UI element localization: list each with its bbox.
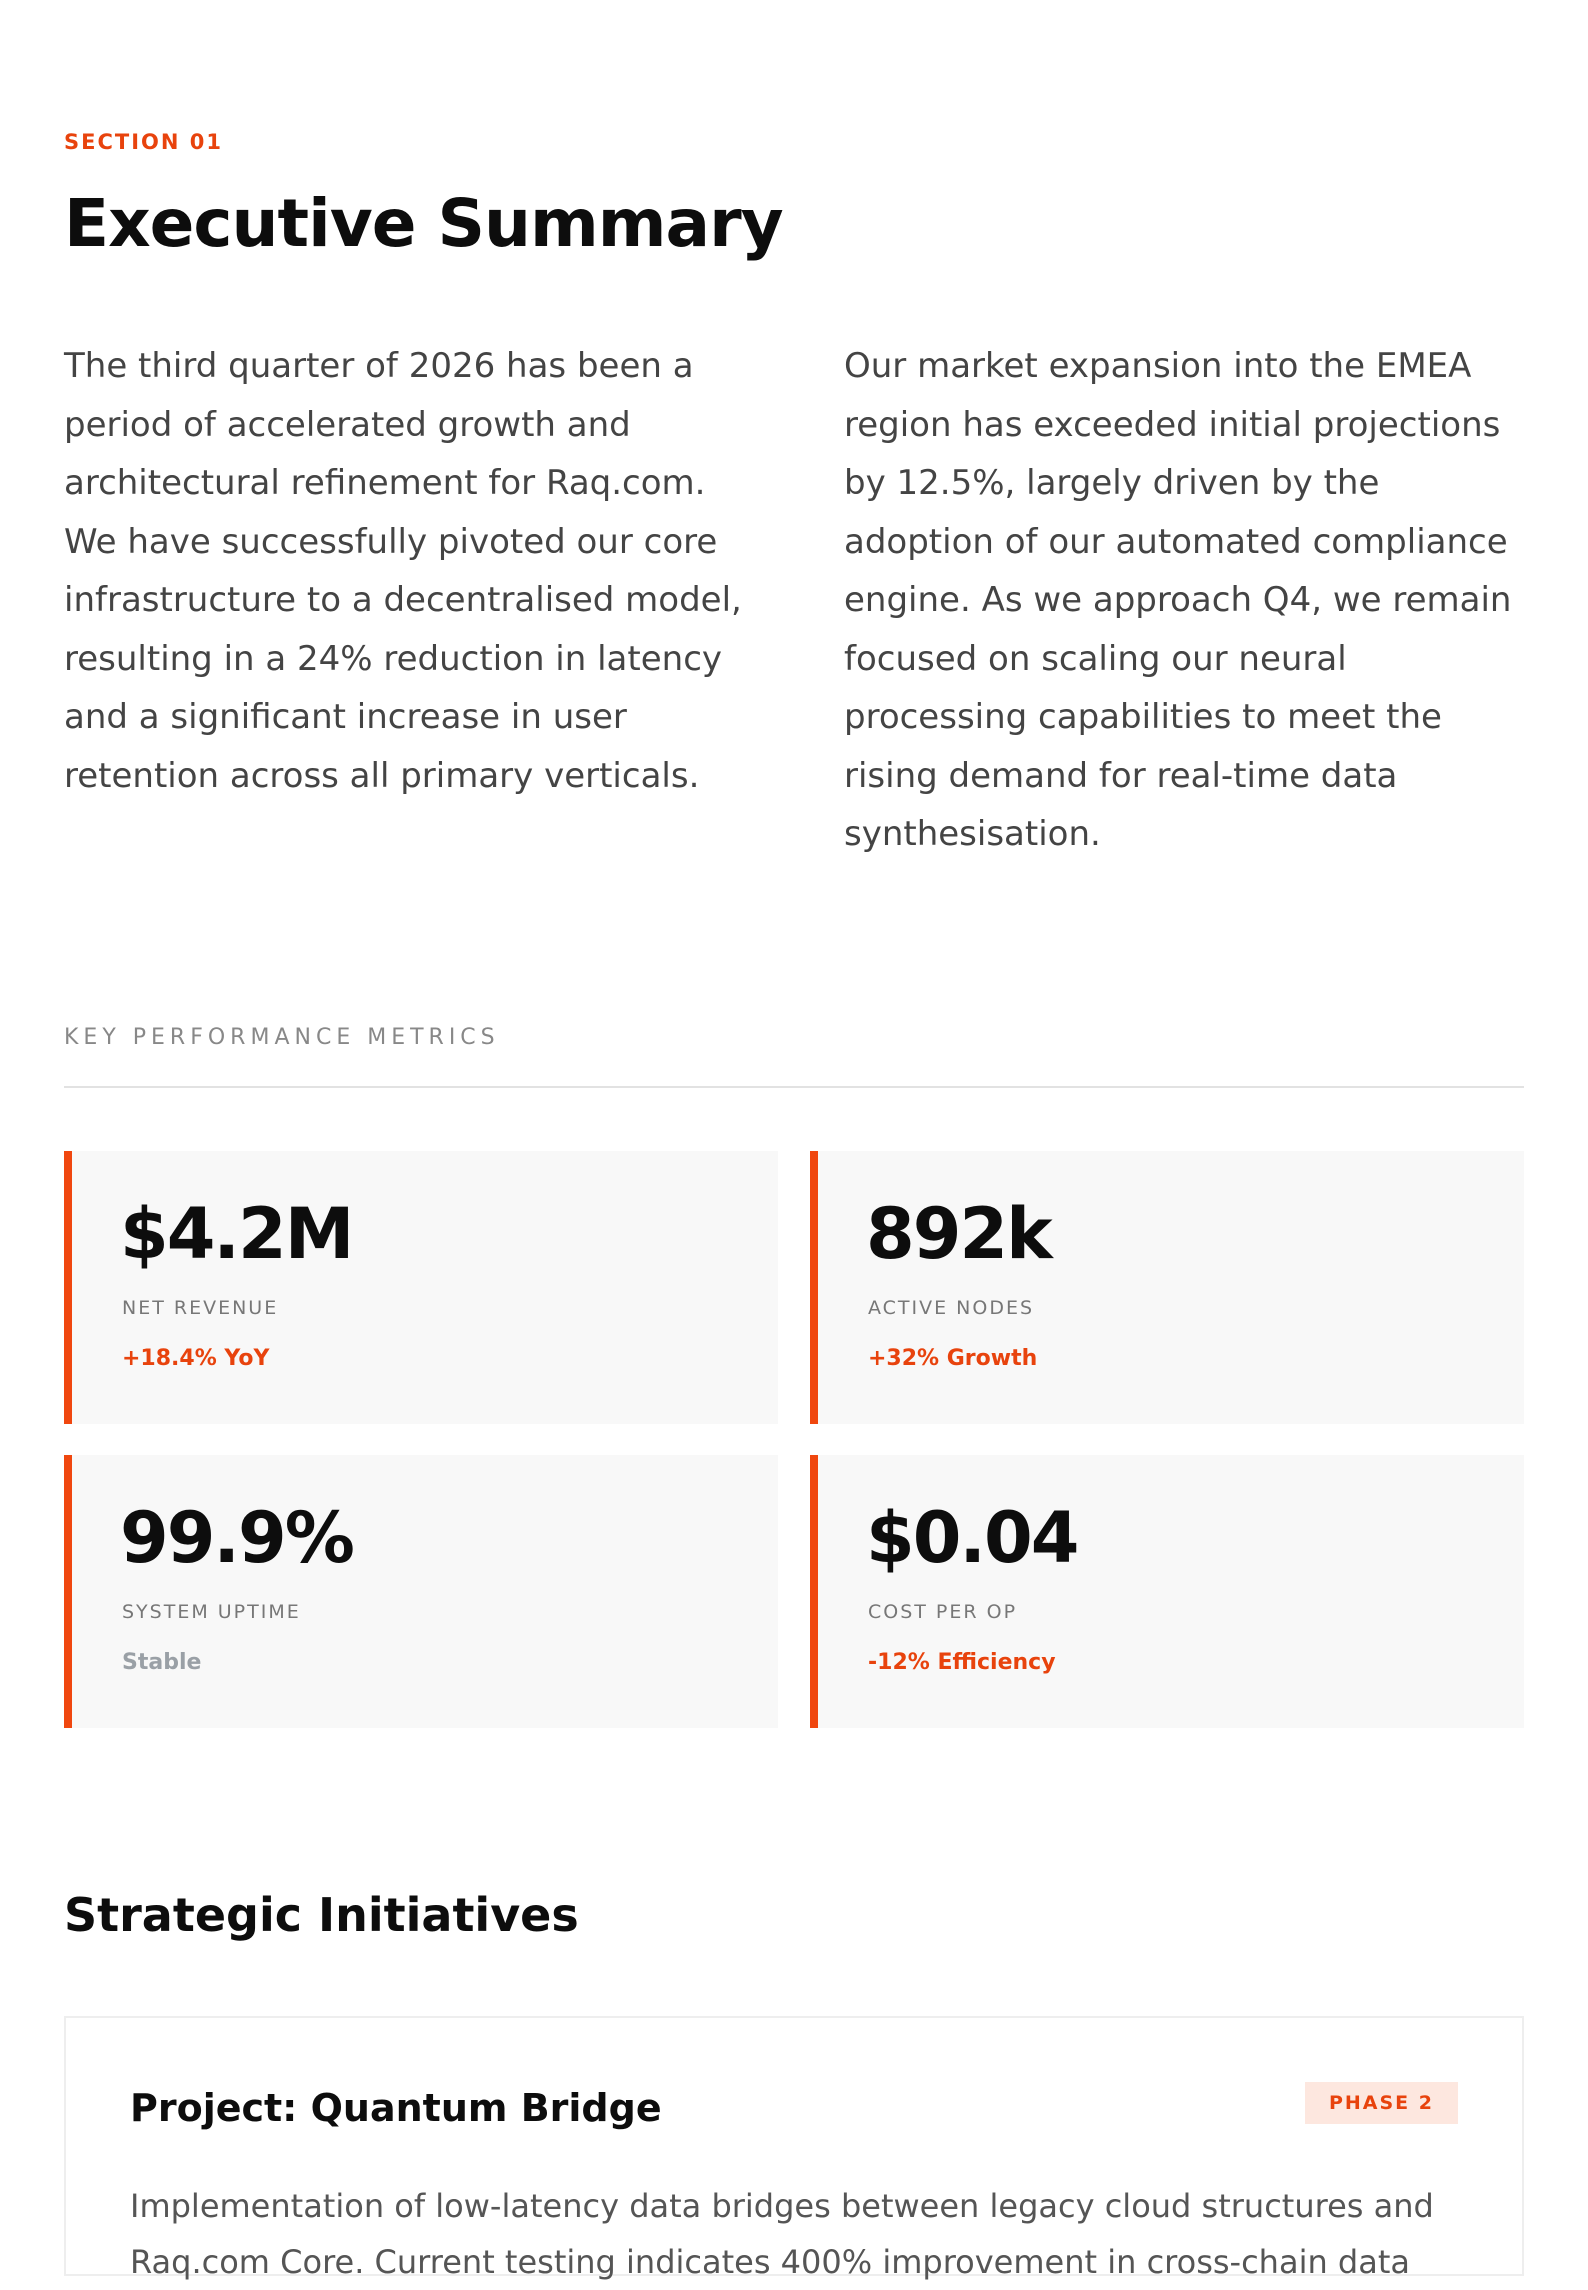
kpi-label: ACTIVE NODES [868,1297,1035,1319]
page-title: Executive Summary [64,185,783,262]
kpi-card-active-nodes [810,1151,1524,1424]
kpi-delta: +18.4% YoY [122,1346,270,1371]
kpi-card-cost-per-op [810,1455,1524,1728]
kpi-delta: Stable [122,1650,202,1675]
summary-paragraph-right: Our market expansion into the EMEA region has exceeded initial projections by 12.5%, largely driven by the adoption of our automated compliance engine. As we approach Q4, we remain focused on scaling our neural processing capabilities to meet the rising demand for real-time data synthesisation. [844,346,1512,854]
metrics-divider [64,1086,1524,1088]
kpi-delta: +32% Growth [868,1346,1038,1371]
metrics-section-label: KEY PERFORMANCE METRICS [64,1025,500,1050]
kpi-label: COST PER OP [868,1601,1018,1623]
kpi-value: $0.04 [866,1497,1078,1579]
kpi-card-net-revenue [64,1151,778,1424]
phase-badge: PHASE 2 [1305,2082,1458,2124]
initiative-title: Project: Quantum Bridge [130,2086,662,2130]
section-label: SECTION 01 [64,130,223,154]
kpi-label: SYSTEM UPTIME [122,1601,301,1623]
strategic-initiatives-heading: Strategic Initiatives [64,1888,579,1942]
kpi-value: $4.2M [120,1193,353,1275]
kpi-value: 99.9% [120,1497,353,1579]
kpi-delta: -12% Efficiency [868,1650,1056,1675]
initiative-card-quantum-bridge [64,2016,1524,2281]
summary-paragraph-left: The third quarter of 2026 has been a period of accelerated growth and architectural refinement for Raq.com. We have successfully pivoted our core infrastructure to a decentralised model, resulting in a 24% reduction in latency and a significant increase in user retention across all primary verticals. [64,346,742,796]
kpi-value: 892k [866,1193,1051,1275]
executive-summary [64,337,1524,864]
kpi-label: NET REVENUE [122,1297,279,1319]
kpi-card-system-uptime [64,1455,778,1728]
initiative-description: Implementation of low-latency data bridges between legacy cloud structures and Raq.com Core. Current testing indicates 400% improvement in cross-chain data [130,2187,1434,2281]
